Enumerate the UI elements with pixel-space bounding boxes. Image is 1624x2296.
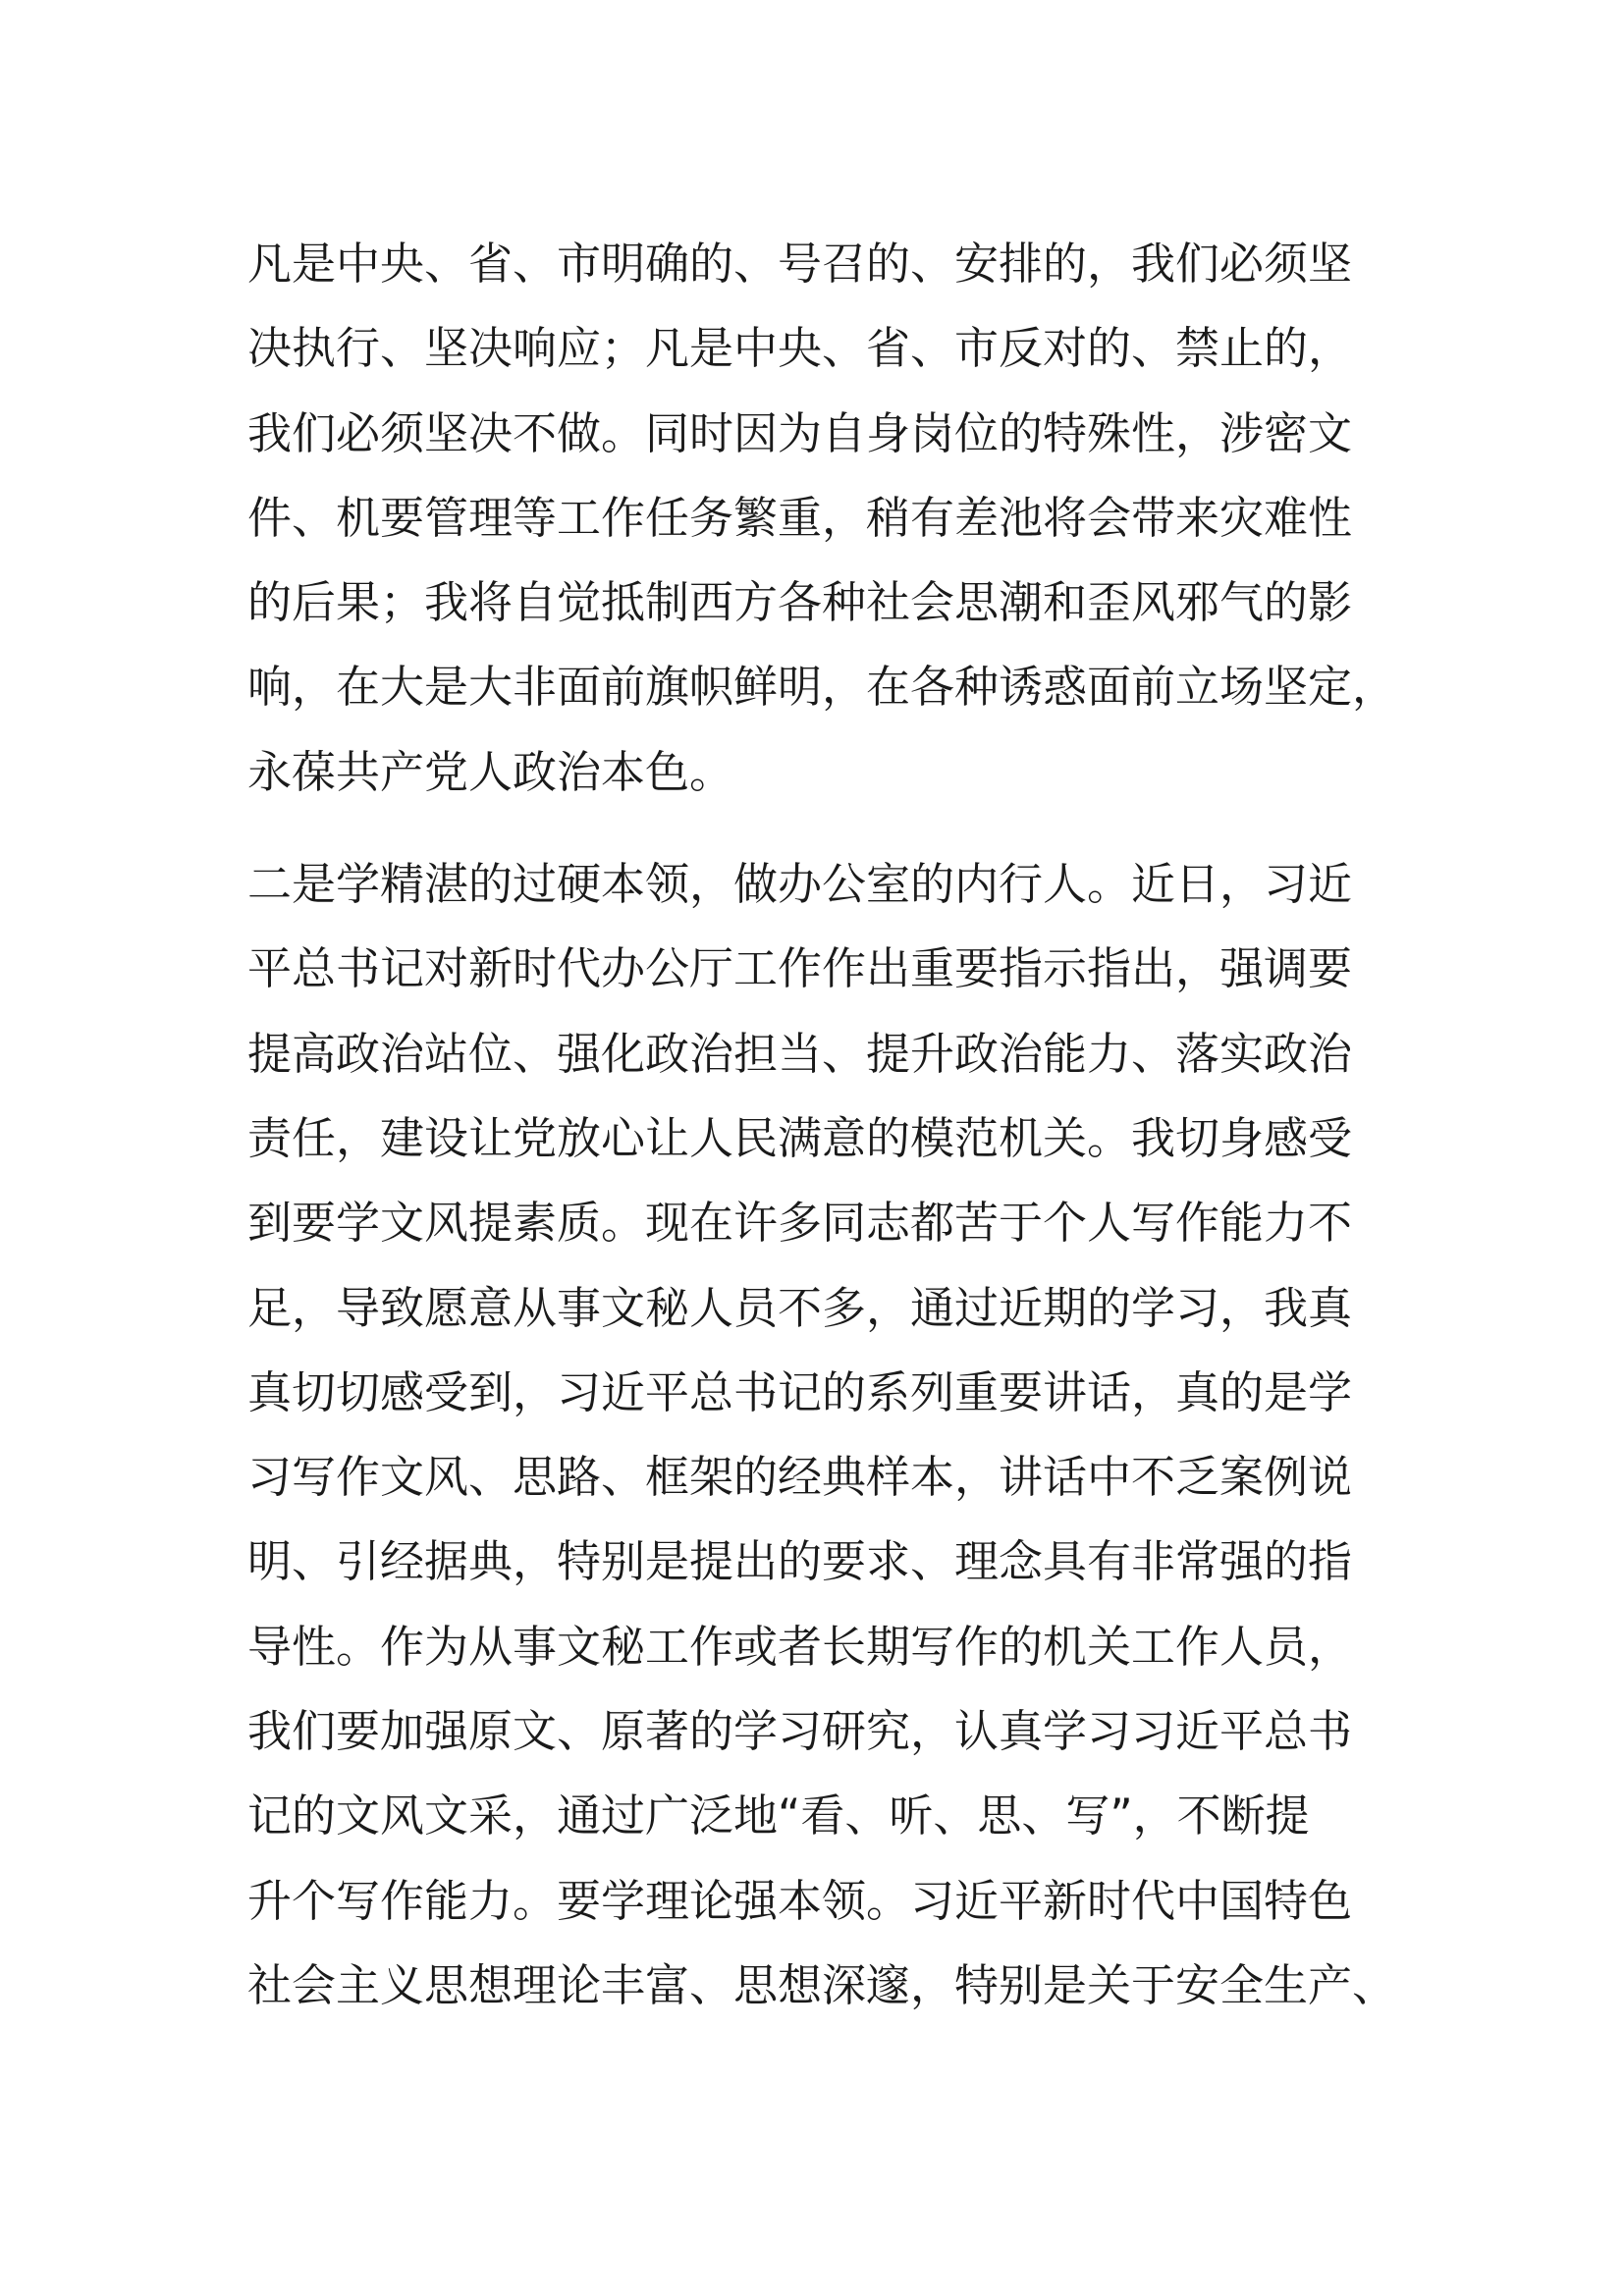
document-body xyxy=(247,222,1397,2113)
text-line: 凡是中央、省、市明确的、号召的、安排的，我们必须坚 xyxy=(247,238,1353,290)
text-line: 社会主义思想理论丰富、思想深邃，特别是关于安全生产、 xyxy=(247,1958,1397,2011)
paragraph-2 xyxy=(247,842,1397,2112)
text-line: 永葆共产党人政治本色。 xyxy=(247,745,734,798)
text-line: 我们要加强原文、原著的学习研究，认真学习习近平总书 xyxy=(247,1705,1353,1758)
text-line: 二是学精湛的过硬本领，做办公室的内行人。近日，习近 xyxy=(247,858,1353,911)
text-line: 响，在大是大非面前旗帜鲜明，在各种诱惑面前立场坚定， xyxy=(247,661,1397,714)
text-line: 升个写作能力。要学理论强本领。习近平新时代中国特色 xyxy=(247,1874,1353,1927)
text-line: 习写作文风、思路、框架的经典样本，讲话中不乏案例说 xyxy=(247,1451,1353,1504)
text-line: 提高政治站位、强化政治担当、提升政治能力、落实政治 xyxy=(247,1027,1353,1080)
text-line: 我们必须坚决不做。同时因为自身岗位的特殊性，涉密文 xyxy=(247,406,1353,459)
paragraph-spacer xyxy=(247,815,1386,842)
text-line: 决执行、坚决响应；凡是中央、省、市反对的、禁止的， xyxy=(247,322,1353,375)
text-line: 到要学文风提素质。现在许多同志都苦于个人写作能力不 xyxy=(247,1197,1353,1250)
text-line: 导性。作为从事文秘工作或者长期写作的机关工作人员， xyxy=(247,1620,1353,1673)
text-line: 件、机要管理等工作任务繁重，稍有差池将会带来灾难性 xyxy=(247,491,1353,544)
text-line xyxy=(247,2028,1386,2112)
text-line: 的后果；我将自觉抵制西方各种社会思潮和歪风邪气的影 xyxy=(247,576,1353,629)
paragraph-1 xyxy=(247,222,1397,815)
text-line: 平总书记对新时代办公厅工作作出重要指示指出，强调要 xyxy=(247,942,1353,995)
text-line: 明、引经据典，特别是提出的要求、理念具有非常强的指 xyxy=(247,1535,1353,1588)
text-line: 记的文风文采，通过广泛地“看、听、思、写”，不断提 xyxy=(247,1789,1310,1842)
text-line: 责任，建设让党放心让人民满意的模范机关。我切身感受 xyxy=(247,1111,1353,1164)
text-line: 真切切感受到，习近平总书记的系列重要讲话，真的是学 xyxy=(247,1365,1353,1418)
text-line: 足，导致愿意从事文秘人员不多，通过近期的学习，我真 xyxy=(247,1281,1353,1334)
